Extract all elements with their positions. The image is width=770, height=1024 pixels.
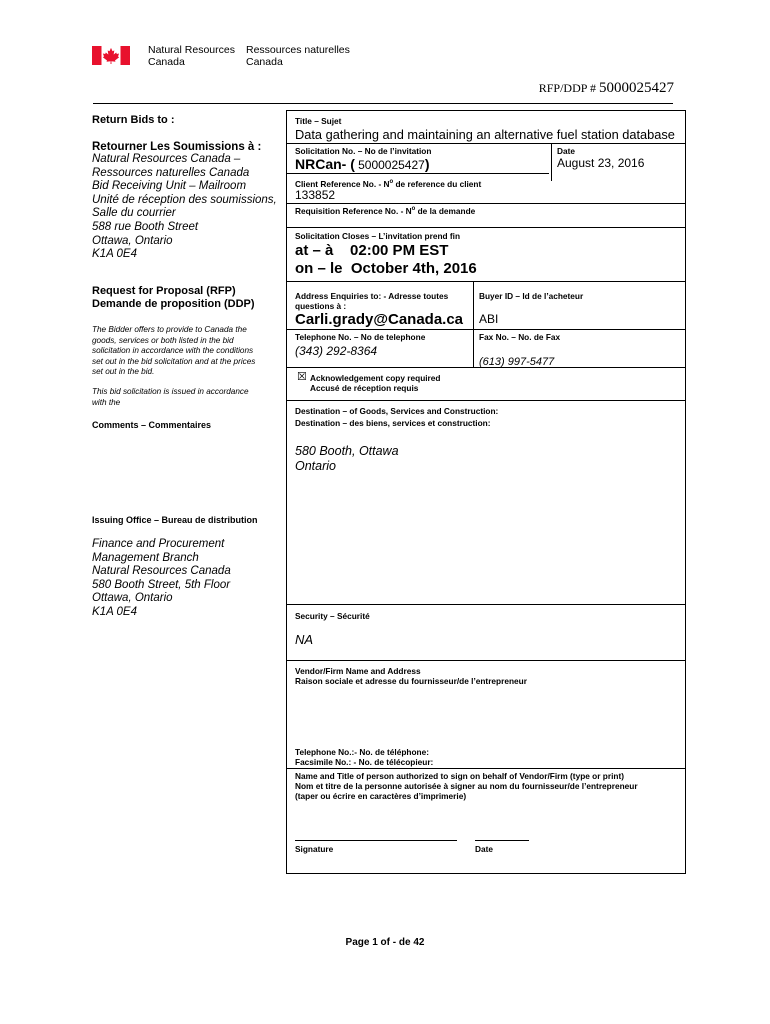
divider xyxy=(287,329,685,330)
label-superscript: o xyxy=(389,179,394,185)
security-value: NA xyxy=(295,632,314,647)
label-line: Vendor/Firm Name and Address xyxy=(295,666,421,676)
divider xyxy=(287,281,685,282)
label-line: Destination – of Goods, Services and Construction: xyxy=(295,406,499,416)
fax-value: (613) 997-5477 xyxy=(479,356,555,368)
address-enquiries-label xyxy=(295,291,448,311)
signature-line[interactable] xyxy=(295,840,457,841)
telephone-label: Telephone No. – No de telephone xyxy=(295,332,426,342)
date-label: Date xyxy=(557,146,575,156)
rfp-number-value: 5000025427 xyxy=(599,80,674,96)
label-part: Client Reference No. - N xyxy=(295,178,390,189)
divider xyxy=(287,367,685,368)
text-line: with the xyxy=(92,397,121,407)
closing-date: on – le October 4th, 2016 xyxy=(295,260,477,277)
divider xyxy=(287,660,685,661)
address-line: Bid Receiving Unit – Mailroom xyxy=(92,180,247,193)
request-heading xyxy=(92,285,282,311)
header-rule xyxy=(93,103,673,104)
label-line: Destination – des biens, services et construction: xyxy=(295,418,491,428)
retourner-heading: Retourner Les Soumissions à : xyxy=(92,141,262,153)
dept-en-line2: Canada xyxy=(148,56,185,68)
issued-accordance-text xyxy=(92,387,282,408)
security-label: Security – Sécurité xyxy=(295,611,370,621)
department-name-en xyxy=(148,44,235,68)
solicitation-suffix: ) xyxy=(424,156,430,172)
request-fr: Demande de proposition (DDP) xyxy=(92,298,255,310)
address-line: K1A 0E4 xyxy=(92,605,137,618)
label-line: Facsimile No.: - No. de télécopieur: xyxy=(295,757,434,767)
client-reference-label xyxy=(295,177,481,189)
label-line: Accusé de réception requis xyxy=(310,383,419,393)
page-number: Page 1 of - de 42 xyxy=(345,937,425,948)
client-reference-value: 133852 xyxy=(295,188,336,202)
canada-flag-icon xyxy=(92,46,130,65)
text-line: This bid solicitation is issued in accordance xyxy=(92,387,249,396)
divider xyxy=(287,143,685,144)
rfp-prefix: RFP/DDP # xyxy=(538,81,596,95)
signature-label: Signature xyxy=(295,844,334,854)
address-line: K1A 0E4 xyxy=(92,248,137,261)
address-line: Salle du courrier xyxy=(92,207,176,220)
return-bids-heading: Return Bids to : xyxy=(92,114,175,126)
comments-heading: Comments – Commentaires xyxy=(92,420,212,430)
vendor-label xyxy=(295,666,527,686)
enquiries-email: Carli.grady@Canada.ca xyxy=(295,311,464,328)
divider xyxy=(473,281,474,367)
solicitation-value xyxy=(295,158,430,173)
address-line: Ressources naturelles Canada xyxy=(92,166,250,179)
divider xyxy=(287,604,685,605)
divider xyxy=(551,143,552,181)
label-line: questions à : xyxy=(295,301,347,311)
address-line: Natural Resources Canada – xyxy=(92,153,241,165)
fax-label: Fax No. – No. de Fax xyxy=(479,332,561,342)
telephone-value: (343) 292-8364 xyxy=(295,344,378,358)
address-line: Ottawa, Ontario xyxy=(92,592,173,605)
label-line: Telephone No.:- No. de téléphone: xyxy=(295,747,429,757)
label-line: Nom et titre de la personne autorisée à signer au nom du fournisseur/de l’entrepreneur xyxy=(295,781,638,791)
divider xyxy=(287,173,549,174)
acknowledgement-label xyxy=(310,373,440,393)
label-part: de reference du client xyxy=(393,178,482,189)
sign-date-label: Date xyxy=(475,844,493,854)
label-line: Acknowledgement copy required xyxy=(310,373,441,383)
dept-fr-line1: Ressources naturelles xyxy=(246,44,350,56)
text-line: solicitation in accordance with the conditions xyxy=(92,346,254,355)
divider xyxy=(287,227,685,228)
label-line: Name and Title of person authorized to sign on behalf of Vendor/Firm (type or print) xyxy=(295,771,624,781)
bid-receiving-address xyxy=(92,153,282,262)
label-part: Requisition Reference No. - N xyxy=(295,205,412,216)
address-line: 580 Booth, Ottawa xyxy=(295,444,399,458)
dept-en-line1: Natural Resources xyxy=(148,44,235,56)
solicitation-prefix: NRCan- ( xyxy=(295,156,355,172)
title-label: Title – Sujet xyxy=(295,116,342,126)
authorized-person-label xyxy=(295,771,638,801)
date-line[interactable] xyxy=(475,840,529,841)
label-line: Address Enquiries to: - Adresse toutes xyxy=(295,291,449,301)
destination-address xyxy=(295,444,399,474)
closing-time: at – à 02:00 PM EST xyxy=(295,242,449,259)
issuing-office-address xyxy=(92,538,282,620)
divider xyxy=(287,768,685,769)
acknowledgement-checkbox[interactable]: ☒ xyxy=(297,371,307,383)
bidder-offer-text xyxy=(92,325,282,378)
text-line: set out in the bid solicitation and at the prices xyxy=(92,356,256,366)
address-line: Management Branch xyxy=(92,551,199,564)
request-en: Request for Proposal (RFP) xyxy=(92,285,236,297)
text-line: goods, services or both listed in the bid xyxy=(92,335,234,345)
address-line: Natural Resources Canada xyxy=(92,565,231,578)
department-name-fr xyxy=(246,44,350,68)
address-line: 580 Booth Street, 5th Floor xyxy=(92,578,231,591)
divider xyxy=(287,400,685,401)
destination-label xyxy=(295,405,498,429)
text-line: set out in the bid. xyxy=(92,367,155,376)
solicitation-label: Solicitation No. – No de l’invitation xyxy=(295,146,432,156)
label-line: (taper ou écrire en caractères d’imprimerie) xyxy=(295,791,467,801)
label-line: Raison sociale et adresse du fournisseur/de l’entrepreneur xyxy=(295,676,527,686)
buyer-id-value: ABI xyxy=(479,312,499,326)
text-line: The Bidder offers to provide to Canada the xyxy=(92,325,247,334)
label-part: de la demande xyxy=(415,205,476,216)
address-line: Unité de réception des soumissions, xyxy=(92,193,277,206)
label-superscript: o xyxy=(411,206,416,212)
title-value: Data gathering and maintaining an alternative fuel station database xyxy=(295,127,675,142)
address-line: Finance and Procurement xyxy=(92,538,225,550)
solicitation-number: 5000025427 xyxy=(358,158,425,172)
rfp-number xyxy=(539,80,674,97)
vendor-phone-labels xyxy=(295,747,433,767)
buyer-id-label: Buyer ID – Id de l’acheteur xyxy=(479,291,584,301)
dept-fr-line2: Canada xyxy=(246,56,283,68)
solicitation-closes-label: Solicitation Closes – L’invitation prend fin xyxy=(295,231,461,241)
address-line: Ottawa, Ontario xyxy=(92,234,173,247)
date-value: August 23, 2016 xyxy=(557,156,645,170)
address-line: Ontario xyxy=(295,459,336,473)
solicitation-form xyxy=(286,110,686,874)
address-line: 588 rue Booth Street xyxy=(92,220,199,233)
requisition-label xyxy=(295,204,475,216)
issuing-office-heading: Issuing Office – Bureau de distribution xyxy=(92,515,258,525)
